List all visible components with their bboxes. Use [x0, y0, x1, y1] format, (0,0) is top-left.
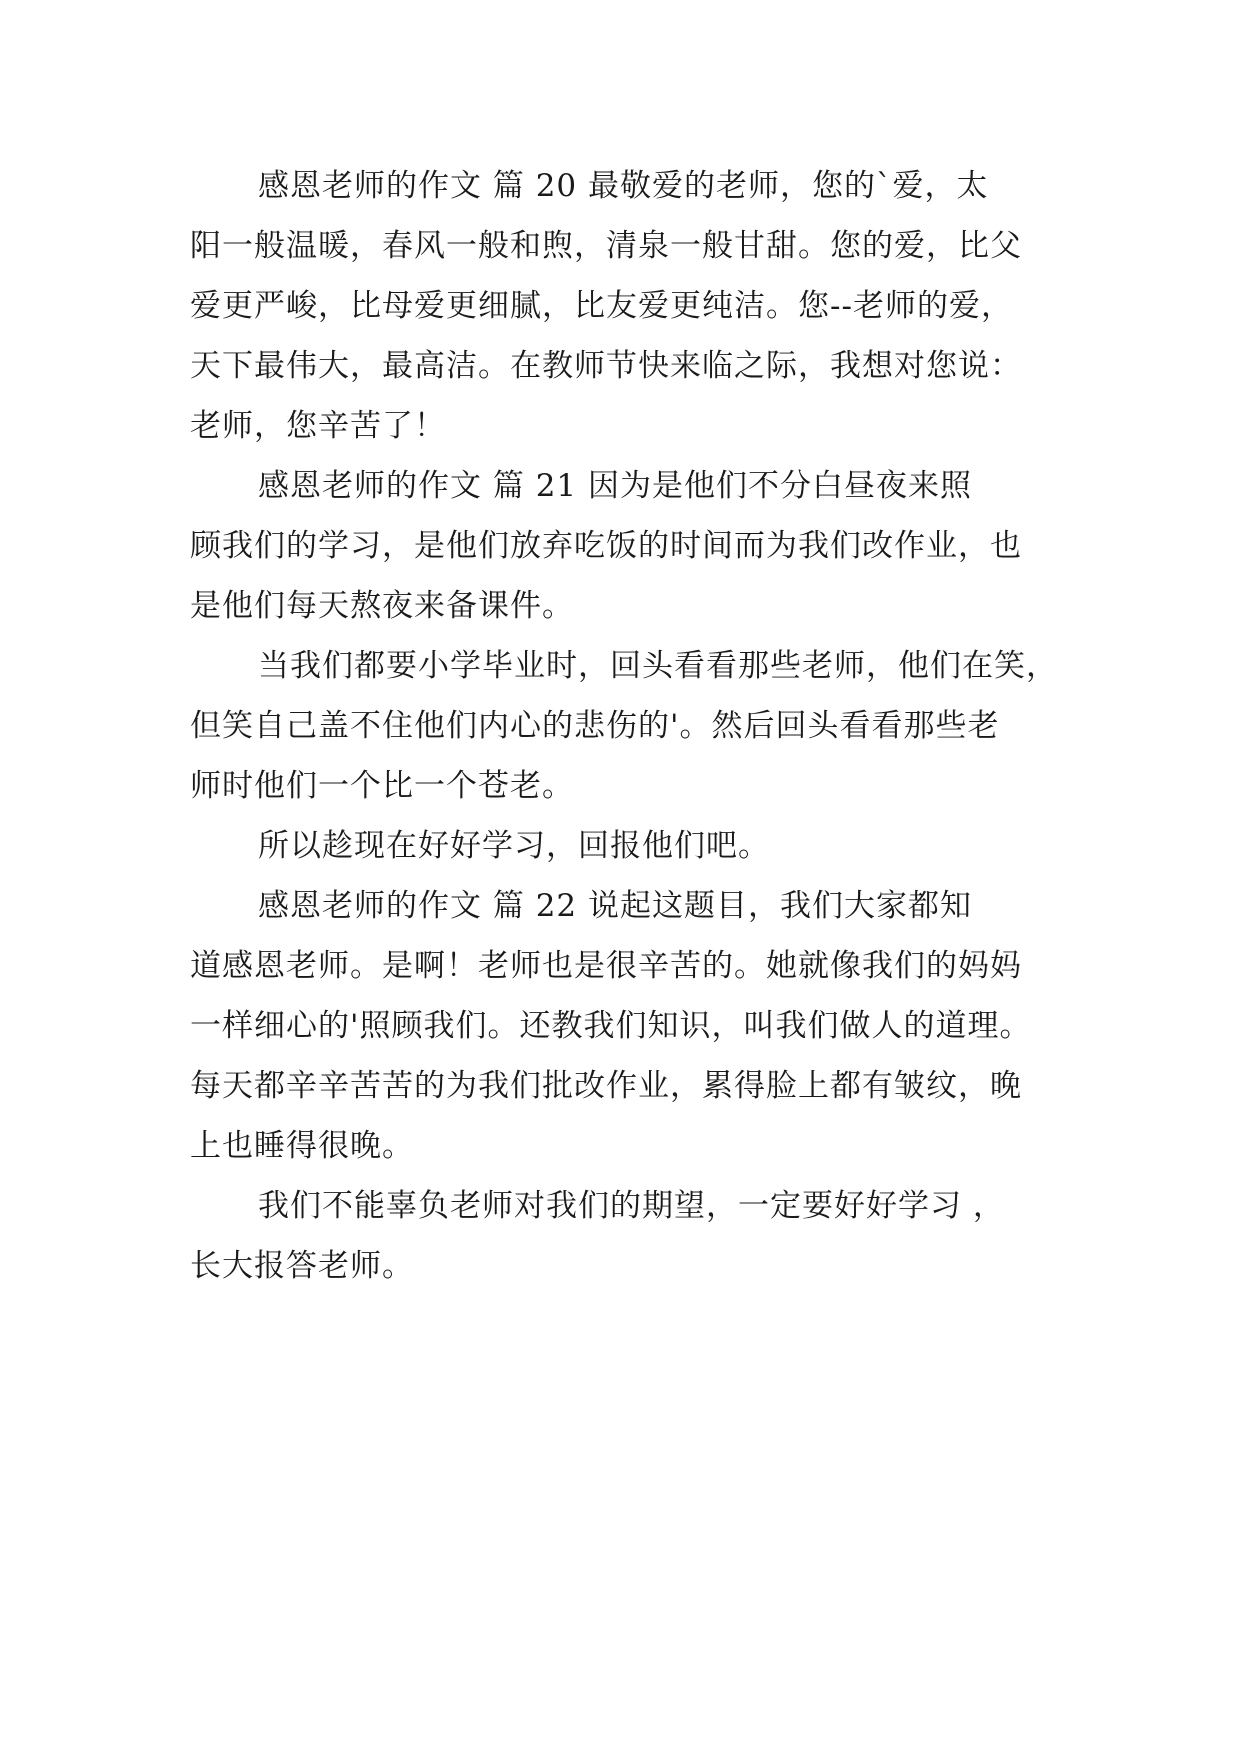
text-line: 顾我们的学习，是他们放弃吃饭的时间而为我们改作业，也	[190, 528, 1022, 564]
essay-21-heading-line: 感恩老师的作文 篇 21 因为是他们不分白昼夜来照	[258, 468, 973, 504]
text-line: 但笑自己盖不住他们内心的悲伤的'。然后回头看看那些老	[190, 708, 1000, 744]
text-line: 上也睡得很晚。	[190, 1128, 414, 1164]
text-line: 道感恩老师。是啊！老师也是很辛苦的。她就像我们的妈妈	[190, 948, 1022, 984]
text-line: 爱更严峻，比母爱更细腻，比友爱更纯洁。您--老师的爱，	[190, 288, 1013, 324]
paragraph-first-line: 所以趁现在好好学习，回报他们吧。	[258, 828, 770, 864]
text-line: 老师，您辛苦了！	[190, 408, 446, 444]
text-line: 一样细心的'照顾我们。还教我们知识，叫我们做人的道理。	[190, 1008, 1032, 1044]
paragraph-first-line: 我们不能辜负老师对我们的期望，一定要好好学习 ，	[258, 1188, 1005, 1224]
text-line: 天下最伟大，最高洁。在教师节快来临之际，我想对您说：	[190, 348, 1022, 384]
text-line: 是他们每天熬夜来备课件。	[190, 588, 574, 624]
text-line: 长大报答老师。	[190, 1248, 414, 1284]
text-line: 每天都辛辛苦苦的为我们批改作业，累得脸上都有皱纹，晚	[190, 1068, 1022, 1104]
text-line: 师时他们一个比一个苍老。	[190, 768, 574, 804]
essay-20-heading-line: 感恩老师的作文 篇 20 最敬爱的老师，您的`爱，太	[258, 168, 989, 204]
text-line: 阳一般温暖，春风一般和煦，清泉一般甘甜。您的爱，比父	[190, 228, 1022, 264]
essay-22-heading-line: 感恩老师的作文 篇 22 说起这题目，我们大家都知	[258, 888, 973, 924]
paragraph-first-line: 当我们都要小学毕业时，回头看看那些老师，他们在笑，	[258, 648, 1058, 684]
